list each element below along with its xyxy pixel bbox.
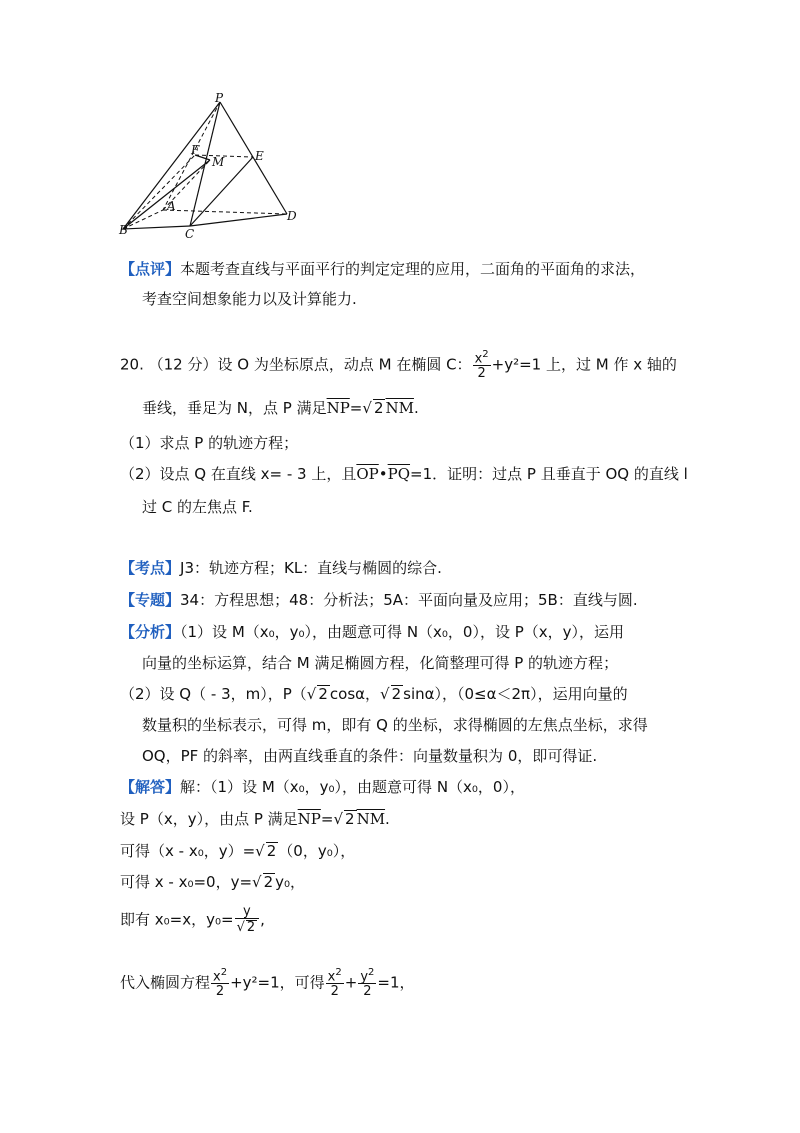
vector-NP: $\overline{NP}$ [326, 399, 350, 417]
vector-OP: $\overline{OP}$ [356, 465, 379, 483]
jieda-line3: 可得（x - x₀，y）=√ 2 （0，y₀）， [120, 842, 356, 860]
label-F: F [191, 143, 200, 157]
question-2-line1: （2）设点 Q 在直线 x= - 3 上，且$\overline{OP}•\overline{PQ}=1$．证明：过点 P 且垂直于 OQ 的直线 l [120, 465, 688, 483]
comment-line1 [120, 258, 645, 279]
question-1: （1）求点 P 的轨迹方程； [120, 434, 299, 452]
comment-tag: 【点评】 [120, 260, 181, 278]
fenxi-line2: 向量的坐标运算，结合 M 满足椭圆方程，化简整理可得 P 的轨迹方程； [142, 654, 619, 672]
fenxi-line3: （2）设 Q（ - 3，m），P（√ 2 cosα，√ 2 sinα），（0≤α＜2π），运用向量的 [120, 685, 628, 703]
jieda-line1: 【解答】解：（1）设 M（x₀，y₀），由题意可得 N（x₀，0）， [120, 778, 525, 796]
edge-BF [123, 155, 195, 229]
kaodian: 【考点】J3：轨迹方程；KL：直线与椭圆的综合. [120, 559, 442, 577]
kaodian-tag: 【考点】 [120, 559, 181, 577]
vector-NM: $\overline{NM}$ [385, 399, 414, 417]
label-E: E [255, 149, 264, 163]
vector-PQ: $\overline{PQ}$ [387, 465, 411, 483]
label-P: P [215, 92, 224, 105]
problem-line1 [120, 350, 677, 380]
question-2-line2: 过 C 的左焦点 F. [142, 498, 253, 516]
label-D: D [287, 209, 297, 223]
edge-PD [220, 102, 287, 214]
zhuanti: 【专题】34：方程思想；48：分析法；5A：平面向量及应用；5B：直线与圆. [120, 591, 638, 609]
problem-ellipse-rest: +y²=1 上，过 M 作 x 轴的 [491, 355, 677, 374]
fenxi-line1: 【分析】（1）设 M（x₀，y₀），由题意可得 N（x₀，0），设 P（x，y），运用 [120, 623, 625, 641]
problem-number: 20. [120, 355, 144, 374]
edge-BC [123, 226, 190, 229]
sqrt-2: 2 [373, 399, 384, 417]
label-M: M [212, 155, 225, 169]
label-C: C [185, 227, 195, 241]
fraction-y-over-root2: $\frac{y}{√ 2}$ [235, 905, 260, 935]
zhuanti-tag: 【专题】 [120, 591, 181, 609]
jieda-line4: 可得 x - x₀=0，y=√ 2 y₀， [120, 873, 306, 891]
ellipse-fraction: $\frac{x^2}{2}$ [474, 349, 489, 382]
jieda-line5: 即有 x₀=x，y₀= $\frac{y}{√ 2}$ , [120, 904, 265, 935]
pyramid-figure [115, 92, 315, 242]
label-A: A [167, 199, 176, 213]
problem-line2: 垂线，垂足为 N，点 P 满足$\overline{NP}=√$ 2 $\overline{NM}$. [142, 399, 419, 417]
jieda-line2: 设 P（x，y），由点 P 满足$\overline{NP}=√$ 2 $\overline{NM}$. [120, 810, 390, 828]
label-B: B [119, 223, 128, 237]
jieda-tag: 【解答】 [120, 778, 181, 796]
edge-CD [190, 214, 287, 226]
jieda-line6: 代入椭圆方程 $\frac{x^2}{2}$ +y²=1，可得 $\frac{x^2}{2}$ + $\frac{y^2}{2}$ =1， [120, 967, 415, 1000]
comment-line2: 考查空间想象能力以及计算能力. [142, 290, 357, 308]
problem-intro: （12 分）设 O 为坐标原点，动点 M 在椭圆 C： [148, 355, 472, 374]
fenxi-line4: 数量积的坐标表示，可得 m，即有 Q 的坐标，求得椭圆的左焦点坐标，求得 [142, 716, 648, 734]
comment-text1: 本题考查直线与平面平行的判定定理的应用，二面角的平面角的求法， [180, 260, 646, 278]
fenxi-line5: OQ，PF 的斜率，由两直线垂直的条件：向量数量积为 0，即可得证. [142, 747, 598, 765]
edge-AD [163, 210, 287, 214]
fenxi-tag: 【分析】 [120, 623, 181, 641]
